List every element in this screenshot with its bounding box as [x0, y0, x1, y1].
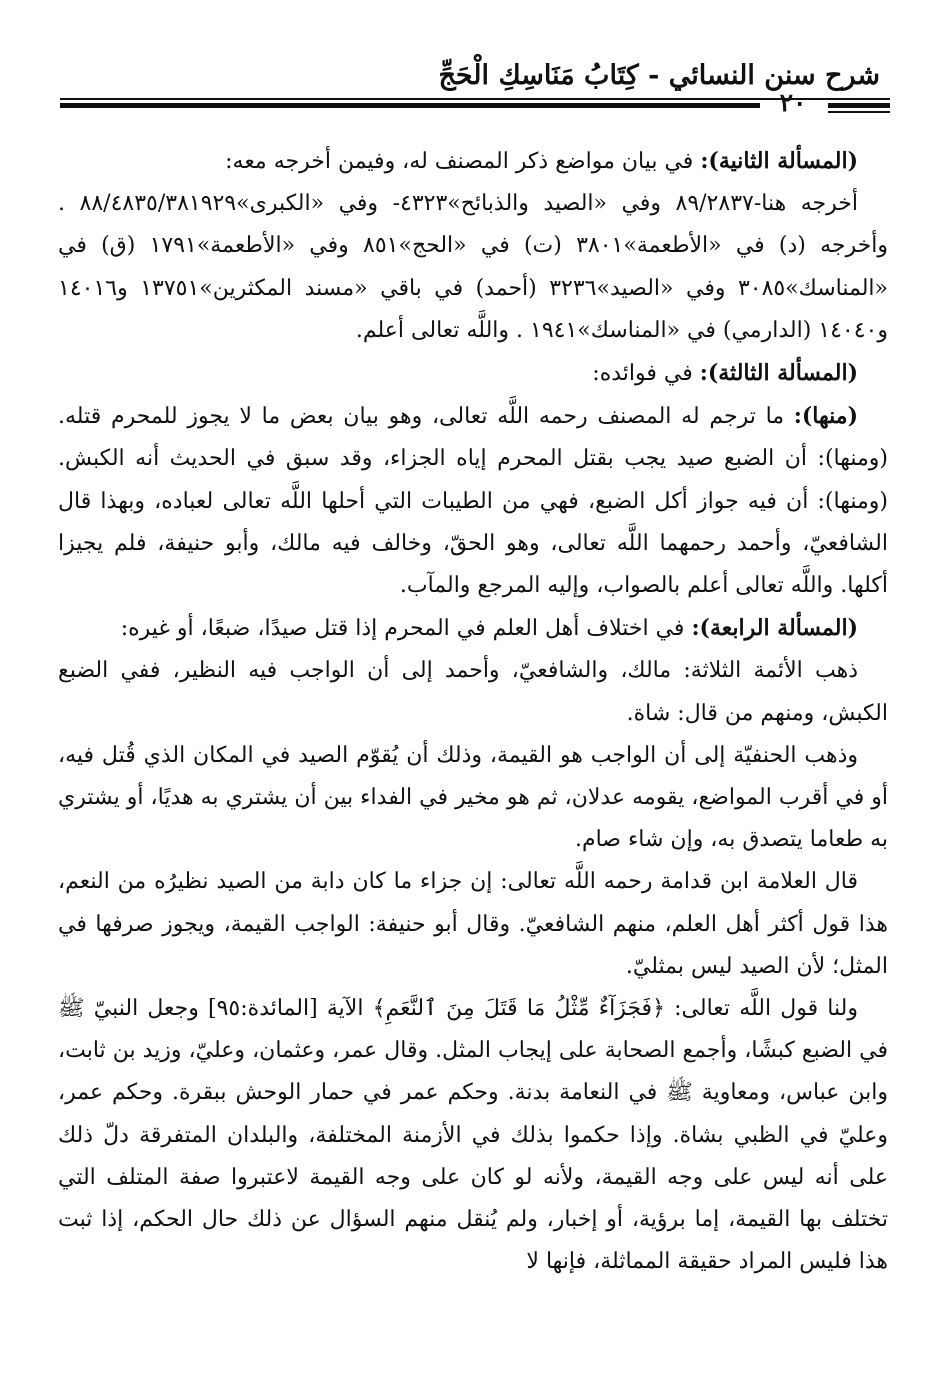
paragraph: [58, 395, 888, 607]
paragraph: [58, 735, 888, 862]
paragraph-text: في بيان مواضع ذكر المصنف له، وفيمن أخرجه معه:: [225, 149, 701, 174]
body-text: [58, 140, 888, 1283]
section-heading: (المسألة الثالثة):: [699, 360, 858, 387]
paragraph-text: قال العلامة ابن قدامة رحمه اللَّه تعالى: إن جزاء ما كان دابة من الصيد نظيرُه من النعم، هذا قول أكثر أهل العلم، منهم الشافعيّ. وقال أبو حنيفة: الواجب القيمة، ويجوز صرفها في المثل؛ لأن الصيد ليس بمثليّ.: [58, 869, 888, 979]
paragraph: [58, 183, 888, 352]
header-rule-thin-right: [828, 111, 890, 113]
paragraph-text: ولنا قول اللَّه تعالى: ﴿فَجَزَآءٌ مِّثْلُ مَا قَتَلَ مِنَ ٱلنَّعَمِ﴾ الآية [المائدة:٩٥] وجعل النبيّ ﷺ في الضبع كبشًا، وأجمع الصحابة على إيجاب المثل. وقال عمر، وعثمان، وعليّ، وزيد بن ثابت، وابن عباس، ومعاوية ﷺ في النعامة بدنة. وحكم عمر في حمار الوحش ببقرة. وحكم عمر، وعليّ في الظبي بشاة. وإذا حكموا بذلك في الأزمنة المختلفة، والبلدان المتفرقة دلّ ذلك على أنه ليس على وجه القيمة، ولأنه لو كان على وجه القيمة لاعتبروا صفة المتلف التي تختلف بها القيمة، إما برؤية، أو إخبار، ولم يُنقل منهم السؤال عن ذلك حال الحكم، إذا ثبت هذا فليس المراد حقيقة المماثلة، فإنها لا: [58, 996, 888, 1275]
section-heading: (منها):: [793, 403, 858, 430]
header-rule-thin: [60, 98, 890, 100]
paragraph-text: في فوائده:: [592, 361, 700, 387]
paragraph: [58, 861, 888, 988]
header-rule-thick: [60, 103, 760, 108]
paragraph: [58, 140, 888, 183]
running-title: شرح سنن النسائي - كِتَابُ مَنَاسِكِ الْحَجِّ: [438, 60, 880, 91]
header-rule-thick-right: [828, 103, 890, 108]
page-number: ٢٠: [779, 88, 807, 117]
paragraph-text: ذهب الأئمة الثلاثة: مالك، والشافعيّ، وأحمد إلى أن الواجب فيه النظير، ففي الضبع الكبش، ومنهم من قال: شاة.: [58, 658, 888, 726]
paragraph: [58, 988, 888, 1283]
page-header: [60, 58, 890, 117]
section-heading: (المسألة الثانية):: [700, 148, 858, 174]
paragraph-text: وذهب الحنفيّة إلى أن الواجب هو القيمة، وذلك أن يُقوّم الصيد في المكان الذي قُتل فيه، أو في أقرب المواضع، يقومه عدلان، ثم هو مخير في الفداء بين أن يشتري به هديًا، أو يشتري به طعاما يتصدق به، وإن شاء صام.: [58, 742, 888, 853]
header-rules: [60, 88, 890, 117]
paragraph-text: ما ترجم له المصنف رحمه اللَّه تعالى، وهو بيان بعض ما لا يجوز للمحرم قتله. (ومنها): أن الضبع صيد يجب بقتل المحرم إياه الجزاء، وقد سبق في الحديث أنه الكبش. (ومنها): أن فيه جواز أكل الضبع، فهي من الطيبات التي أحلها اللَّه تعالى لعباده، وبهذا قال الشافعيّ، وأحمد رحمهما اللَّه تعالى، وهو الحقّ، وخالف فيه مالك، وأبو حنيفة، فلم يجيزا أكلها. واللَّه تعالى أعلم بالصواب، وإليه المرجع والمآب.: [58, 404, 888, 599]
paragraph-text: أخرجه هنا-٨٩/٢٨٣٧ وفي «الصيد والذبائح»٤٣٢٣- وفي «الكبرى»٨٨/٤٨٣٥/٣٨١٩٢٩ . وأخرجه (د) في «الأطعمة»٣٨٠١ (ت) في «الحج»٨٥١ وفي «الأطعمة»١٧٩١ (ق) في «المناسك»٣٠٨٥ وفي «الصيد»٣٢٣٦ (أحمد) في باقي «مسند المكثرين»١٣٧٥١ و١٤٠١٦ و١٤٠٤٠ (الدارمي) في «المناسك»١٩٤١ . واللَّه تعالى أعلم.: [58, 191, 888, 343]
paragraph: [58, 607, 888, 650]
paragraph-text: في اختلاف أهل العلم في المحرم إذا قتل صيدًا، ضبعًا، أو غيره:: [120, 616, 692, 642]
section-heading: (المسألة الرابعة):: [691, 615, 858, 642]
paragraph: [58, 352, 888, 395]
paragraph: [58, 650, 888, 734]
